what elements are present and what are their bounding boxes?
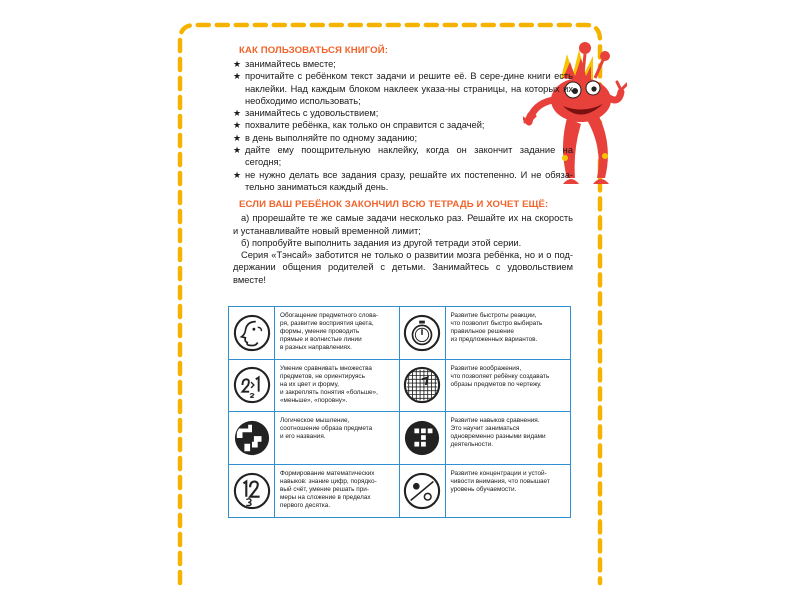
paragraph: а) прорешайте те же самые задачи несколько раз. Решайте их на скорость и устанавливайте новый временной лимит; bbox=[233, 213, 573, 236]
dots-line-icon bbox=[403, 472, 441, 510]
star-icon: ★ bbox=[233, 120, 242, 131]
how-to-use-heading: КАК ПОЛЬЗОВАТЬСЯ КНИГОЙ: bbox=[239, 45, 389, 56]
list-item: ★ занимайтесь вместе; bbox=[233, 59, 336, 69]
digits-123-icon bbox=[233, 472, 271, 510]
star-icon: ★ bbox=[233, 108, 242, 119]
legend-cell bbox=[400, 412, 571, 465]
star-icon: ★ bbox=[233, 132, 242, 143]
puzzle-pieces-icon bbox=[233, 419, 271, 457]
numbers-compare-icon bbox=[233, 366, 271, 404]
legend-cell bbox=[400, 307, 571, 360]
legend-cell bbox=[229, 307, 400, 360]
stopwatch-icon bbox=[403, 314, 441, 352]
how-to-use-list bbox=[233, 58, 573, 193]
legend-description: Логическое мышление, соотношение образа предмета и его названия. bbox=[280, 417, 373, 440]
legend-cell bbox=[229, 360, 400, 413]
legend-description: Развитие воображения, что позволяет ребёнку создавать образы предметов по чертежу. bbox=[450, 364, 550, 388]
legend-description: Обогащение предметного слова- ря, развитие восприятия цвета, формы, умение проводить прямые и волнистые линии в разных направлениях. bbox=[280, 312, 379, 351]
star-icon: ★ bbox=[233, 71, 242, 82]
list-item: ★ не нужно делать все задания сразу, решайте их постепенно. И не обяза-тельно заниматься каждый день. bbox=[233, 169, 573, 192]
legend-cell bbox=[229, 465, 400, 518]
legend-description: Развитие концентрации и устой- чивости внимания, что повышает уровень обучаемости. bbox=[450, 469, 550, 493]
legend-description: Развитие быстроты реакции, что позволит быстро выбирать правильное решение из предложенных вариантов. bbox=[450, 312, 543, 343]
list-item: ★ похвалите ребёнка, как только он справится с задачей; bbox=[233, 120, 485, 131]
list-item: ★ занимайтесь с удовольствием; bbox=[233, 108, 379, 119]
legend-cell bbox=[400, 360, 571, 413]
paragraph: Серия «Тэнсай» заботится не только о развитии мозга ребёнка, но и о под-держании общения родителей с детьми. Занимайтесь с удовольствием вместе! bbox=[233, 250, 573, 285]
skills-legend-grid bbox=[228, 306, 571, 518]
paragraph: б) попробуйте выполнить задания из другой тетради этой серии. bbox=[241, 237, 522, 248]
star-icon: ★ bbox=[233, 169, 242, 180]
legend-description: Развитие навыков сравнения. Это научит заниматься одновременно разными видами деятельности. bbox=[450, 417, 546, 448]
legend-description: Умение сравнивать множества предметов, не ориентируясь на их цвет и форму, и закреплять понятия «больше», «меньше», «поровну». bbox=[280, 364, 378, 404]
if-finished-heading: ЕСЛИ ВАШ РЕБЁНОК ЗАКОНЧИЛ ВСЮ ТЕТРАДЬ И ХОЧЕТ ЕЩЁ: bbox=[239, 199, 549, 211]
black-squares-icon bbox=[403, 419, 441, 457]
instructions-text bbox=[233, 45, 573, 286]
list-item: ★ дайте ему поощрительную наклейку, когда он закончит задание на сегодня; bbox=[233, 145, 573, 168]
star-icon: ★ bbox=[233, 145, 242, 156]
face-profile-icon bbox=[233, 314, 271, 352]
list-item: ★ прочитайте с ребёнком текст задачи и решите её. В сере-дине книги есть наклейки. Над каждым блоком наклеек указа-ны страницы, на которых их необходимо использовать; bbox=[233, 71, 573, 106]
grid-drawing-icon bbox=[403, 366, 441, 404]
list-item: ★ в день выполняйте по одному заданию; bbox=[233, 132, 418, 143]
legend-cell bbox=[400, 465, 571, 518]
star-icon: ★ bbox=[233, 59, 242, 69]
legend-description: Формирование математических навыков: знание цифр, порядко- вый счёт, умение решать при- меры на сложение в пределах первого десятка. bbox=[280, 469, 377, 509]
legend-cell bbox=[229, 412, 400, 465]
